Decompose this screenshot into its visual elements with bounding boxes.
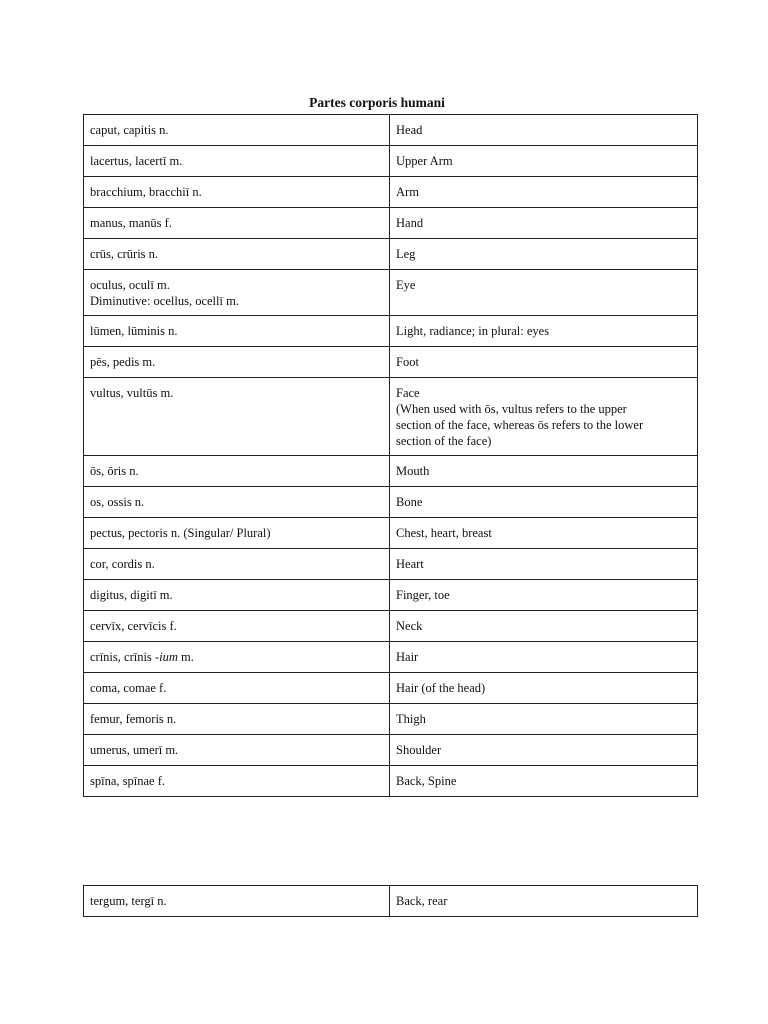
english-meaning-text: Chest, heart, breast [396, 526, 492, 540]
latin-term-text: tergum, tergī n. [90, 894, 167, 908]
latin-term-text: caput, capitis n. [90, 123, 169, 137]
english-meaning-text: Face [396, 386, 420, 400]
page-title: Partes corporis humani [309, 95, 445, 110]
latin-term-text: manus, manūs f. [90, 216, 172, 230]
table-row [84, 347, 698, 378]
latin-term-cell [84, 456, 390, 487]
latin-term-text: cervīx, cervīcis f. [90, 619, 177, 633]
english-meaning-text: Finger, toe [396, 588, 450, 602]
english-meaning-cell [390, 487, 698, 518]
table-row [84, 642, 698, 673]
table-row [84, 239, 698, 270]
table-row [84, 456, 698, 487]
english-meaning-text: Eye [396, 278, 416, 292]
english-meaning-text: Bone [396, 495, 423, 509]
latin-term-cell [84, 518, 390, 549]
english-meaning-text: Back, rear [396, 894, 448, 908]
table-row [84, 611, 698, 642]
english-meaning-cell [390, 735, 698, 766]
english-meaning-cell [390, 347, 698, 378]
english-meaning-text: Mouth [396, 464, 430, 478]
table-row [84, 766, 698, 797]
latin-term-text: digitus, digitī m. [90, 588, 173, 602]
latin-term-cell [84, 580, 390, 611]
latin-term-cell [84, 766, 390, 797]
latin-term-cell [84, 115, 390, 146]
english-meaning-text: Arm [396, 185, 419, 199]
table-row [84, 177, 698, 208]
english-meaning-text: section of the face, whereas ōs refers to the lower [396, 418, 644, 432]
vocabulary-table-continued-body [84, 886, 698, 917]
vocabulary-table [83, 114, 698, 797]
english-meaning-cell [390, 611, 698, 642]
latin-term-cell [84, 316, 390, 347]
latin-term-cell [84, 704, 390, 735]
latin-term-cell [84, 611, 390, 642]
table-row [84, 580, 698, 611]
latin-term-text: Diminutive: ocellus, ocellī m. [90, 294, 239, 308]
vocabulary-table-body [84, 115, 698, 797]
latin-term-cell [84, 378, 390, 456]
english-meaning-cell [390, 208, 698, 239]
latin-term-cell [84, 146, 390, 177]
latin-term-text: oculus, oculī m. [90, 278, 170, 292]
english-meaning-cell [390, 456, 698, 487]
english-meaning-cell [390, 518, 698, 549]
english-meaning-cell [390, 270, 698, 316]
latin-term-italic: ium [159, 650, 178, 664]
table-row [84, 146, 698, 177]
english-meaning-cell [390, 378, 698, 456]
english-meaning-cell [390, 177, 698, 208]
latin-term-text: vultus, vultūs m. [90, 386, 174, 400]
english-meaning-cell [390, 886, 698, 917]
table-row [84, 518, 698, 549]
latin-term-text: crīnis, crīnis - [90, 650, 160, 664]
table-row [84, 673, 698, 704]
english-meaning-cell [390, 115, 698, 146]
vocabulary-table-continued [83, 885, 698, 917]
english-meaning-text: Light, radiance; in plural: eyes [396, 324, 550, 338]
english-meaning-text: Upper Arm [396, 154, 453, 168]
english-meaning-cell [390, 146, 698, 177]
english-meaning-cell [390, 580, 698, 611]
latin-term-cell [84, 735, 390, 766]
table-row [84, 316, 698, 347]
english-meaning-cell [390, 673, 698, 704]
english-meaning-text: Hair (of the head) [396, 681, 486, 695]
latin-term-cell [84, 239, 390, 270]
english-meaning-text: Back, Spine [396, 774, 457, 788]
english-meaning-cell [390, 704, 698, 735]
english-meaning-cell [390, 316, 698, 347]
latin-term-cell [84, 549, 390, 580]
english-meaning-cell [390, 549, 698, 580]
latin-term-cell [84, 347, 390, 378]
english-meaning-cell [390, 239, 698, 270]
table-row [84, 378, 698, 456]
english-meaning-text: Thigh [396, 712, 426, 726]
latin-term-text: pēs, pedis m. [90, 355, 156, 369]
english-meaning-text: Head [396, 123, 423, 137]
latin-term-text: coma, comae f. [90, 681, 167, 695]
latin-term-text: ōs, ōris n. [90, 464, 139, 478]
latin-term-text: pectus, pectoris n. (Singular/ Plural) [90, 526, 271, 540]
table-row [84, 735, 698, 766]
latin-term-text: cor, cordis n. [90, 557, 155, 571]
english-meaning-cell [390, 642, 698, 673]
table-row [84, 704, 698, 735]
english-meaning-text: section of the face) [396, 434, 492, 448]
latin-term-cell [84, 177, 390, 208]
latin-term-cell [84, 673, 390, 704]
english-meaning-text: Neck [396, 619, 423, 633]
english-meaning-text: Hair [396, 650, 419, 664]
table-row [84, 549, 698, 580]
latin-term-cell [84, 208, 390, 239]
table-row [84, 270, 698, 316]
latin-term-cell [84, 886, 390, 917]
latin-term-text: femur, femoris n. [90, 712, 177, 726]
latin-term-text: umerus, umerī m. [90, 743, 179, 757]
english-meaning-cell [390, 766, 698, 797]
latin-term-text: lūmen, lūminis n. [90, 324, 178, 338]
latin-term-cell [84, 487, 390, 518]
latin-term-cell [84, 642, 390, 673]
english-meaning-text: Foot [396, 355, 419, 369]
english-meaning-text: (When used with ōs, vultus refers to the upper [396, 402, 627, 416]
latin-term-text: m. [177, 650, 194, 664]
latin-term-text: crūs, crūris n. [90, 247, 159, 261]
latin-term-text: lacertus, lacertī m. [90, 154, 183, 168]
english-meaning-text: Leg [396, 247, 416, 261]
latin-term-text: os, ossis n. [90, 495, 145, 509]
latin-term-text: spīna, spīnae f. [90, 774, 165, 788]
english-meaning-text: Shoulder [396, 743, 442, 757]
table-row [84, 115, 698, 146]
latin-term-text: bracchium, bracchiī n. [90, 185, 202, 199]
latin-term-cell [84, 270, 390, 316]
english-meaning-text: Hand [396, 216, 424, 230]
english-meaning-text: Heart [396, 557, 424, 571]
table-row [84, 208, 698, 239]
table-row [84, 886, 698, 917]
table-row [84, 487, 698, 518]
